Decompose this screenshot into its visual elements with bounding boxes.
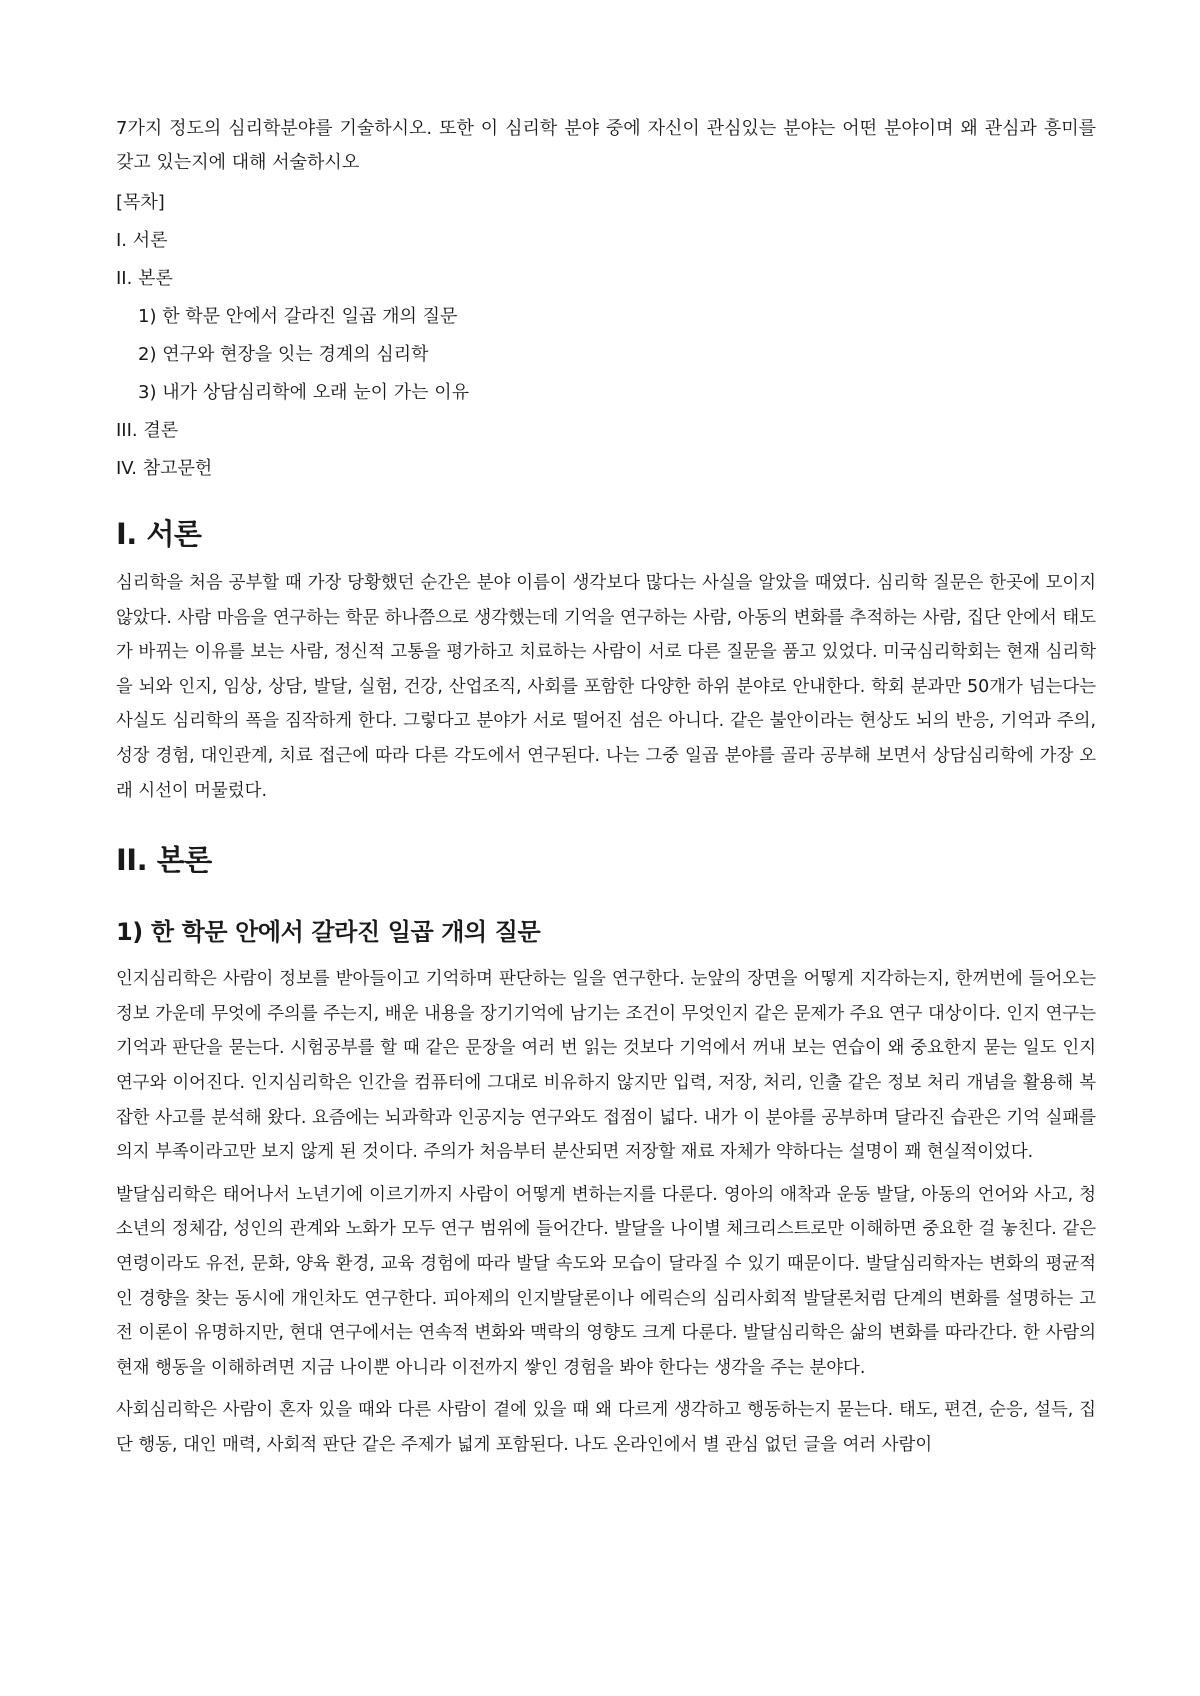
intro-paragraph: 심리학을 처음 공부할 때 가장 당황했던 순간은 분야 이름이 생각보다 많다는 사실을 알았을 때였다. 심리학 질문은 한곳에 모이지 않았다. 사람 마음을 연구하는 학문 하나쯤으로 생각했는데 기억을 연구하는 사람, 아동의 변화를 추적하는 사람, 집단 안에서 태도가 바뀌는 이유를 보는 사람, 정신적 고통을 평가하고 치료하는 사람이 서로 다른 질문을 품고 있었다. 미국심리학회는 현재 심리학을 뇌와 인지, 임상, 상담, 발달, 실험, 건강, 산업조직, 사회를 포함한 다양한 하위 분야로 안내한다. 학회 분과만 50개가 넘는다는 사실도 심리학의 폭을 짐작하게 한다. 그렇다고 분야가 서로 떨어진 섬은 아니다. 같은 불안이라는 현상도 뇌의 반응, 기억과 주의, 성장 경험, 대인관계, 치료 접근에 따라 다른 각도에서 연구된다. 나는 그중 일곱 분야를 골라 공부해 보면서 상담심리학에 가장 오래 시선이 머물렀다.	[116, 573, 1096, 801]
toc-item: II. 본론	[116, 268, 173, 289]
body-heading: II. 본론	[116, 843, 212, 878]
body-paragraph: 인지심리학은 사람이 정보를 받아들이고 기억하며 판단하는 일을 연구한다. 눈앞의 장면을 어떻게 지각하는지, 한꺼번에 들어오는 정보 가운데 무엇에 주의를 주는지, 배운 내용을 장기기억에 남기는 조건이 무엇인지 같은 문제가 주요 연구 대상이다. 인지 연구는 기억과 판단을 묻는다. 시험공부를 할 때 같은 문장을 여러 번 읽는 것보다 기억에서 꺼내 보는 연습이 왜 중요한지 묻는 일도 인지 연구와 이어진다. 인지심리학은 인간을 컴퓨터에 그대로 비유하지 않지만 입력, 저장, 처리, 인출 같은 정보 처리 개념을 활용해 복잡한 사고를 분석해 왔다. 요즘에는 뇌과학과 인공지능 연구와도 접점이 넓다. 내가 이 분야를 공부하며 달라진 습관은 기억 실패를 의지 부족이라고만 보지 않게 된 것이다. 주의가 처음부터 분산되면 저장할 재료 자체가 약하다는 설명이 꽤 현실적이었다.	[116, 969, 1096, 1163]
toc-item: III. 결론	[116, 420, 179, 441]
body-paragraph: 사회심리학은 사람이 혼자 있을 때와 다른 사람이 곁에 있을 때 왜 다르게 생각하고 행동하는지 묻는다. 태도, 편견, 순응, 설득, 집단 행동, 대인 매력, 사회적 판단 같은 주제가 넓게 포함된다. 나도 온라인에서 별 관심 없던 글을 여러 사람이	[116, 1400, 1096, 1455]
toc-heading: [목차]	[116, 192, 165, 213]
assignment-prompt: 7가지 정도의 심리학분야를 기술하시오. 또한 이 심리학 분야 중에 자신이 관심있는 분야는 어떤 분야이며 왜 관심과 흥미를 갖고 있는지에 대해 서술하시오	[116, 118, 1096, 173]
toc-item: I. 서론	[116, 230, 168, 251]
toc-subitem: 3) 내가 상담심리학에 오래 눈이 가는 이유	[138, 382, 470, 403]
body-paragraph: 발달심리학은 태어나서 노년기에 이르기까지 사람이 어떻게 변하는지를 다룬다. 영아의 애착과 운동 발달, 아동의 언어와 사고, 청소년의 정체감, 성인의 관계와 노화가 모두 연구 범위에 들어간다. 발달을 나이별 체크리스트로만 이해하면 중요한 걸 놓친다. 같은 연령이라도 유전, 문화, 양육 환경, 교육 경험에 따라 발달 속도와 모습이 달라질 수 있기 때문이다. 발달심리학자는 변화의 평균적인 경향을 찾는 동시에 개인차도 연구한다. 피아제의 인지발달론이나 에릭슨의 심리사회적 발달론처럼 단계의 변화를 설명하는 고전 이론이 유명하지만, 현대 연구에서는 연속적 변화와 맥락의 영향도 크게 다룬다. 발달심리학은 삶의 변화를 따라간다. 한 사람의 현재 행동을 이해하려면 지금 나이뿐 아니라 이전까지 쌓인 경험을 봐야 한다는 생각을 주는 분야다.	[116, 1184, 1096, 1378]
subsection-heading: 1) 한 학문 안에서 갈라진 일곱 개의 질문	[116, 918, 541, 947]
toc-subitem: 2) 연구와 현장을 잇는 경계의 심리학	[138, 344, 429, 365]
intro-heading: I. 서론	[116, 517, 202, 551]
table-of-contents	[116, 190, 1096, 482]
toc-item: IV. 참고문헌	[116, 458, 213, 479]
toc-subitem: 1) 한 학문 안에서 갈라진 일곱 개의 질문	[138, 306, 458, 327]
